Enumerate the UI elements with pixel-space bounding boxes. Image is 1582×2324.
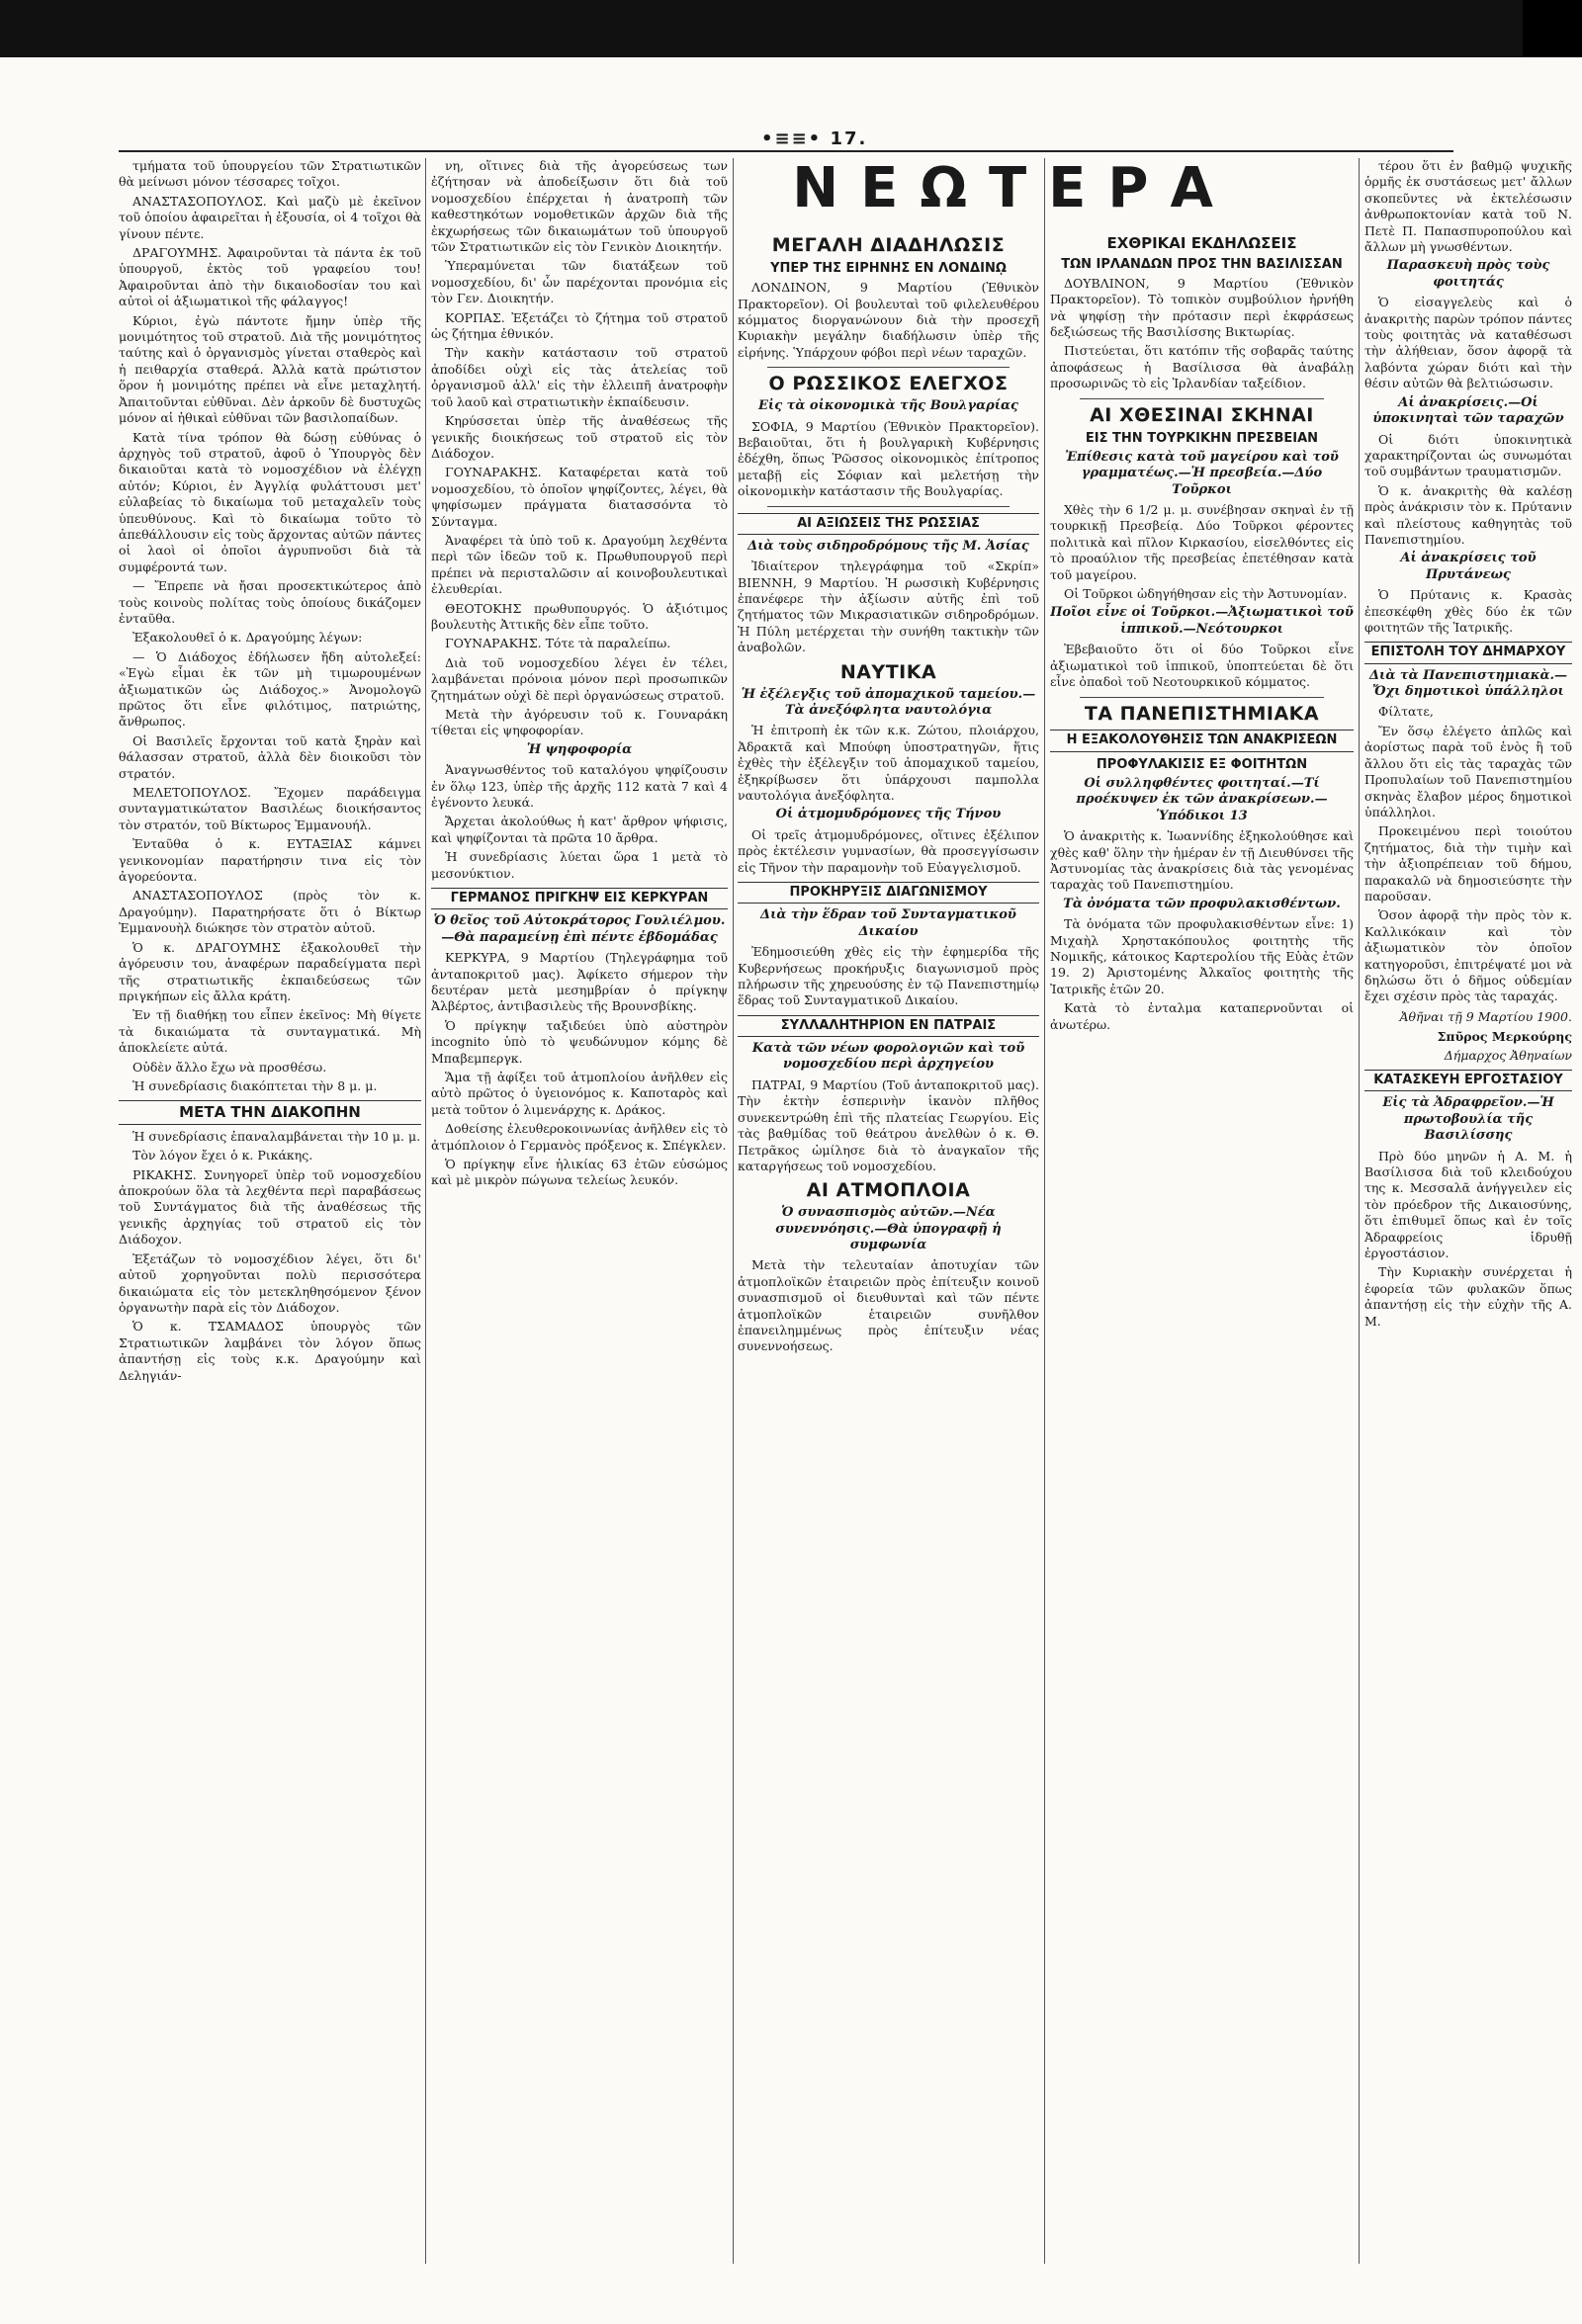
divider (1080, 697, 1324, 698)
letter-signature: Σπῦρος Μερκούρης (1437, 1029, 1572, 1045)
paragraph: Ἐνταῦθα ὁ κ. ΕΥΤΑΞΙΑΣ κάμνει γενικονομίαν παρατήρησιν τινα εἰς τὸν ἀγορεύοντα. (119, 836, 421, 885)
subheading: Ἡ ψηφοφορία (526, 741, 633, 757)
paragraph: ΠΑΤΡΑΙ, 9 Μαρτίου (Τοῦ ἀνταποκριτοῦ μας). Τὴν ἐκτὴν ἑσπερινὴν ἱκανὸν πλῆθος συνεκεντρώθη ἐπὶ τῆς πλατείας Γεωργίου. Εἰς τὰς βαθμίδας τοῦ θεάτρου ἀνελθὼν ὁ κ. Θ. Πετρᾶκος ὡμίλησε διὰ τὸ ἀναγκαῖον τῆς καταργήσεως τοῦ νομοσχεδίου. (738, 1076, 1039, 1173)
column-divider (1044, 158, 1045, 2264)
column-divider (1359, 158, 1360, 2264)
subheading: Διὰ τοὺς σιδηροδρόμους τῆς Μ. Ἀσίας (747, 538, 1029, 554)
paragraph: Κατὰ τὸ ἐνταλμα καταπερνοῦνται οἱ ἀνωτέρω. (1050, 1000, 1354, 1032)
section-heading: ΤΑ ΠΑΝΕΠΙΣΤΗΜΙΑΚΑ (1084, 702, 1320, 725)
subheading: Αἱ ἀνακρίσεις.—Οἱ ὑποκινηταὶ τῶν ταραχῶν (1372, 394, 1564, 427)
subheading: Διὰ τὰ Πανεπιστημιακὰ.—Ὄχι δημοτικοὶ ὑπάλληλοι (1368, 667, 1568, 700)
section-heading: ΤΩΝ ΙΡΛΑΝΔΩΝ ΠΡΟΣ ΤΗΝ ΒΑΣΙΛΙΣΣΑΝ (1061, 256, 1343, 272)
divider (767, 506, 1010, 507)
paragraph: Τὴν κακὴν κατάστασιν τοῦ στρατοῦ ἀποδίδει οὐχὶ εἰς τὰς ἀτελείας τοῦ ὀργανισμοῦ ἀλλ' εἰς τὴν ἐλλειπῆ ἀνατροφὴν τοῦ λαοῦ καὶ στρατιωτικὴν ἐκπαίδευσιν. (431, 345, 728, 409)
paragraph: Ἀναφέρει τὰ ὑπὸ τοῦ κ. Δραγούμη λεχθέντα περὶ τῶν ἰδεῶν τοῦ κ. Πρωθυπουργοῦ περὶ πρέπει νὰ περισταλῶσιν αἱ κοινοβουλευτικαὶ ἐλευθερίαι. (431, 532, 728, 597)
paragraph: ΔΡΑΓΟΥΜΗΣ. Ἀφαιροῦνται τὰ πάντα ἐκ τοῦ ὑπουργοῦ, ἐκτὸς τοῦ γραφείου του! Ἀφαιροῦνται ἀπὸ τὴν δικαιοδοσίαν του καὶ αὐτοὶ οἱ ἀξιωματικοὶ τῆς φάλαγγος! (119, 245, 421, 309)
paragraph: νη, οἵτινες διὰ τῆς ἀγορεύσεως των ἐζήτησαν νὰ ἀποδείξωσιν ὅτι διὰ τοῦ νομοσχεδίου ἐπέρχεται ἡ ἀνατροπὴ τῶν καθεστηκότων νομοθετικῶν ἀρχῶν διὰ τῆς ἐκχωρήσεως τῶν δικαιωμάτων τοῦ ὑπουργοῦ τῶν Στρατιωτικῶν εἰς τὸν Γενικὸν Διοικητήν. (431, 158, 728, 255)
section-heading: ΣΥΛΛΑΛΗΤΗΡΙΟΝ ΕΝ ΠΑΤΡΑΙΣ (738, 1015, 1039, 1037)
paragraph: Κηρύσσεται ὑπὲρ τῆς ἀναθέσεως τῆς γενικῆς διοικήσεως τοῦ στρατοῦ εἰς τὸν Διάδοχον. (431, 413, 728, 461)
letter-date: Ἀθῆναι τῇ 9 Μαρτίου 1900. (1399, 1008, 1572, 1024)
paragraph: ΑΝΑΣΤΑΣΟΠΟΥΛΟΣ (πρὸς τὸν κ. Δραγούμην). Παρατηρήσατε ὅτι ὁ Βίκτωρ Ἐμμανουὴλ διώκησε τὸν στρατὸν αὐτοῦ. (119, 888, 421, 936)
section-heading: ΥΠΕΡ ΤΗΣ ΕΙΡΗΝΗΣ ΕΝ ΛΟΝΔΙΝῼ (770, 260, 1007, 276)
paragraph: τμήματα τοῦ ὑπουργείου τῶν Στρατιωτικῶν θὰ μείνωσι μόνον τέσσαρες τοῖχοι. (119, 158, 421, 190)
subheading: Διὰ τὴν ἕδραν τοῦ Συνταγματικοῦ Δικαίου (760, 907, 1016, 939)
paragraph: Ὁ κ. ΤΣΑΜΑΔΟΣ ὑπουργὸς τῶν Στρατιωτικῶν λαμβάνει τὸν λόγον ὅπως ἀπαντήσῃ εἰς τοὺς κ.κ. Δραγούμην καὶ Δεληγιάν- (119, 1319, 421, 1383)
paragraph: Ἰδιαίτερον τηλεγράφημα τοῦ «Σκρίπ» ΒΙΕΝΝΗ, 9 Μαρτίου. Ἡ ρωσσικὴ Κυβέρνησις ἐπανέφερε τὴν ἀξίωσιν αὐτῆς ἐπὶ τοῦ ζητήματος τῶν Μικρασιατικῶν σιδηροδρόμων. Ἡ Πύλη μετέρχεται τὴν συνήθη τακτικὴν τῶν ἀναβολῶν. (738, 559, 1039, 655)
paragraph: Χθὲς τὴν 6 1/2 μ. μ. συνέβησαν σκηναὶ ἐν τῇ τουρκικῇ Πρεσβείᾳ. Δύο Τοῦρκοι φέροντες πολιτικὰ καὶ πῖλον Κιρκασίου, εἰσελθόντες εἰς τὸ προαύλιον τῆς πρεσβείας ἐπετέθησαν κατὰ τοῦ μαγείρου. (1050, 502, 1354, 582)
paragraph: ΛΟΝΔΙΝΟΝ, 9 Μαρτίου (Ἐθνικὸν Πρακτορεῖον). Οἱ βουλευταὶ τοῦ φιλελευθέρου κόμματος διοργανώνουν διὰ τὴν προσεχῆ Κυριακὴν μεγάλην διαδήλωσιν ὑπὲρ τῆς εἰρήνης. Ὑπάρχουν φόβοι περὶ νέων ταραχῶν. (738, 280, 1039, 360)
section-heading: ΜΕΤΑ ΤΗΝ ΔΙΑΚΟΠΗΝ (119, 1100, 421, 1125)
paragraph: Οἱ διότι ὑποκινητικὰ χαρακτηρίζονται ὡς συνωμόται τοῦ συμβάντων τραυματισμῶν. (1364, 431, 1572, 479)
paragraph: Ὁ Πρύτανις κ. Κρασὰς ἐπεσκέφθη χθὲς δύο ἐκ τῶν φοιτητῶν τῆς Ἰατρικῆς. (1364, 587, 1572, 635)
subheading: Τὰ ὀνόματα τῶν προφυλακισθέντων. (1063, 896, 1341, 911)
subheading: Κατὰ τῶν νέων φορολογιῶν καὶ τοῦ νομοσχεδίου περὶ ἀρχηγείου (751, 1041, 1025, 1073)
paragraph: Ἐν τῇ διαθήκῃ του εἶπεν ἐκεῖνος: Μὴ θίγετε τὰ δικαιώματα τὰ συνταγματικά. Μὴ ἀποκλείετε αὐτά. (119, 1007, 421, 1056)
section-heading: ΜΕΓΑΛΗ ΔΙΑΔΗΛΩΣΙΣ (771, 234, 1006, 256)
masthead-title: ΝΕΩΤΕΡΑ (792, 156, 1235, 220)
subheading: Παρασκευὴ πρὸς τοὺς φοιτητάς (1386, 258, 1550, 290)
paragraph: ΔΟΥΒΛΙΝΟΝ, 9 Μαρτίου (Ἐθνικὸν Πρακτορεῖον). Τὸ τοπικὸν συμβούλιον ἠρνήθη νὰ ψηφίσῃ τὴν πρότασιν περὶ ἐκφράσεως δεξιώσεως τῆς Βασιλίσσης Βικτωρίας. (1050, 275, 1354, 340)
paragraph: Τὰ ὀνόματα τῶν προφυλακισθέντων εἶνε: 1) Μιχαὴλ Χρηστακόπουλος φοιτητὴς τῆς Νομικῆς, κάτοικος Καρτερολίου τῆς Εὐὰς ἐτῶν 19. 2) Ἀριστομένης Ἀλκαῖος φοιτητὴς τῆς Ἰατρικῆς ἐτῶν 20. (1050, 916, 1354, 996)
subheading: Ἡ ἐξέλεγξις τοῦ ἀπομαχικοῦ ταμείου.—Τὰ ἀνεξόφλητα ναυτολόγια (741, 686, 1036, 718)
paragraph: Ὑπεραμύνεται τῶν διατάξεων τοῦ νομοσχεδίου, δι' ὧν παρέχονται προνόμια εἰς τὸν Γεν. Διοικητήν. (431, 258, 728, 306)
subheading: Ὁ συνασπισμὸς αὐτῶν.—Νέα συνεννόησις.—Θὰ ὑπογραφῇ ἡ συμφωνία (775, 1205, 1002, 1253)
paragraph: Ἅμα τῇ ἀφίξει τοῦ ἀτμοπλοίου ἀνῆλθεν εἰς αὐτὸ πρῶτος ὁ ὑγειονόμος κ. Καποταρὸς καὶ μετὰ τοῦτον ὁ λιμενάρχης κ. Δράκος. (431, 1070, 728, 1117)
letter-signature-title: Δήμαρχος Ἀθηναίων (1444, 1047, 1572, 1063)
subheading: Οἱ ἀτμομυδρόμονες τῆς Τήνου (775, 807, 1002, 822)
paragraph: Ἡ συνεδρίασις λύεται ὥρα 1 μετὰ τὸ μεσονύκτιον. (431, 849, 728, 881)
page-folio: •≡≡• 17. (761, 129, 868, 149)
section-heading: ΑΙ ΑΞΙΩΣΕΙΣ ΤΗΣ ΡΩΣΣΙΑΣ (738, 513, 1039, 535)
paragraph: Ὁ εἰσαγγελεὺς καὶ ὁ ἀνακριτὴς παρὼν τρόπον πάντες τοὺς φοιτητὰς νὰ καταθέσωσι τὴν ἀλήθειαν, ὅσον ἀφορᾷ τὰ λαβόντα χώραν διότι καὶ τὴν θέσιν αὐτῶν θὰ βελτιώσωσιν. (1364, 295, 1572, 391)
section-heading: ΠΡΟΦΥΛΑΚΙΣΙΣ ΕΞ ΦΟΙΤΗΤΩΝ (1096, 756, 1308, 772)
column-1 (119, 158, 421, 2264)
paragraph: ΚΟΡΠΑΣ. Ἐξετάζει τὸ ζήτημα τοῦ στρατοῦ ὡς ζήτημα ἐθνικόν. (431, 309, 728, 342)
section-heading: ΕΠΙΣΤΟΛΗ ΤΟΥ ΔΗΜΑΡΧΟΥ (1364, 642, 1572, 663)
section-heading: ΝΑΥΤΙΚΑ (839, 660, 937, 683)
paragraph: Ἡ ἐπιτροπὴ ἐκ τῶν κ.κ. Ζώτου, πλοιάρχου, Ἀδρακτᾶ καὶ Μπούφη ὑποστρατηγῶν, ἥτις ἐχθὲς τὴν ἐξέλεγξιν τοῦ ἀπομαχικοῦ ταμείου, ἐξηκρίβωσεν ὅτι ὑπάρχουσι παμπολλα ναυτολόγια ἀνεξόφλητα. (738, 723, 1039, 804)
paragraph: ΓΟΥΝΑΡΑΚΗΣ. Καταφέρεται κατὰ τοῦ νομοσχεδίου, τὸ ὁποῖον ψηφίζοντες, λέγει, θὰ ψηφίσωμεν πράγματα διατασσόντα τὸ Σύνταγμα. (431, 465, 728, 529)
paragraph: Δοθείσης ἐλευθεροκοινωνίας ἀνῆλθεν εἰς τὸ ἀτμόπλοιον ὁ Γερμανὸς πρόξενος κ. Σπέγκλεν. (431, 1121, 728, 1153)
paragraph: Πρὸ δύο μηνῶν ἡ Α. Μ. ἡ Βασίλισσα διὰ τοῦ κλειδούχου της κ. Μεσσαλᾶ ἀνήγγειλεν εἰς τὸν πρόεδρον τῆς Δικαιοσύνης, ὅτι ἐπιθυμεῖ ὅπως καὶ ἐν τοῖς Ἀδραφρείοις ἱδρυθῇ ἐργοστάσιον. (1364, 1148, 1572, 1260)
paragraph: ΡΙΚΑΚΗΣ. Συνηγορεῖ ὑπὲρ τοῦ νομοσχεδίου ἀποκρούων ὅλα τὰ λεχθέντα περὶ παραβάσεως τοῦ Συντάγματος διὰ τῆς ἀναθέσεως τῆς γενικῆς ἀρχηγίας τοῦ στρατοῦ εἰς τὸν Διάδοχον. (119, 1166, 421, 1248)
subheading: Αἱ ἀνακρίσεις τοῦ Πρυτάνεως (1400, 551, 1537, 582)
paragraph: Προκειμένου περὶ τοιούτου ζητήματος, διὰ τὴν τιμὴν καὶ τὴν ἀξιοπρέπειαν τοῦ δήμου, παρακαλῶ νὰ δημοσιεύσητε τὴν παροῦσαν. (1364, 823, 1572, 904)
paragraph: Οὐδὲν ἄλλο ἔχω νὰ προσθέσω. (132, 1059, 327, 1075)
paragraph: ΑΝΑΣΤΑΣΟΠΟΥΛΟΣ. Καὶ μαζὺ μὲ ἐκεῖνον τοῦ ὁποίου ἀφαιρεῖται ἡ ἐξουσία, οἱ 4 τοῖχοι θὰ γίνουν πέντε. (119, 193, 421, 241)
section-heading: ΑΙ ΧΘΕΣΙΝΑΙ ΣΚΗΝΑΙ (1090, 403, 1314, 426)
column-divider (425, 158, 426, 2264)
paragraph: Οἱ Τοῦρκοι ὡδηγήθησαν εἰς τὴν Ἀστυνομίαν. (1064, 586, 1348, 602)
paragraph: Ὁ ἀνακριτὴς κ. Ἰωαννίδης ἐξηκολούθησε καὶ χθὲς καθ' ὅλην τὴν ἡμέραν ἐν τῇ Διευθύνσει τῆς Ἀστυνομίας τὰς ἀνακρίσεις διὰ τὰς γενομένας ταραχὰς τοῦ Πανεπιστημίου. (1050, 828, 1354, 893)
paragraph: Οἱ τρεῖς ἀτμομυδρόμονες, οἵτινες ἐξέλιπον πρὸς ἐκτέλεσιν γυμνασίων, θὰ προσεγγίσωσιν εἰς Τῆνον τὴν παραμονὴν τοῦ Εὐαγγελισμοῦ. (738, 826, 1039, 875)
column-3 (738, 229, 1039, 2264)
subheading: Εἰς τὰ Ἀδραφρεῖον.—Ἡ πρωτοβουλία τῆς Βασιλίσσης (1382, 1095, 1554, 1144)
paragraph: Μετὰ τὴν τελευταίαν ἀποτυχίαν τῶν ἀτμοπλοϊκῶν ἑταιρειῶν πρὸς ἐπίτευξιν κοινοῦ συνασπισμοῦ οἱ διευθυνταὶ καὶ τῶν πέντε ἀτμοπλοϊκῶν ἑταιρειῶν συνῆλθον ἐπανειλημμένως πρὸς ἐπίτευξιν νέας συνεννοήσεως. (738, 1257, 1039, 1354)
column-5 (1364, 158, 1572, 2264)
paragraph: ΓΟΥΝΑΡΑΚΗΣ. Τότε τὰ παραλείπω. (445, 636, 671, 651)
paragraph: Μετὰ τὴν ἀγόρευσιν τοῦ κ. Γουναράκη τίθεται εἰς ψηφοφορίαν. (431, 707, 728, 738)
paragraph: Ἔν ὅσῳ ἐλέγετο ἁπλῶς καὶ ἀορίστως παρὰ τοῦ ἑνὸς ἢ τοῦ ἄλλου ὅτι εἰς τὰς ταραχὰς τῶν Προπυλαίων τοῦ Πανεπιστημίου σκηνὰς ἔλαβον μέρος δημοτικοὶ ὑπάλληλοι. (1364, 723, 1572, 819)
paragraph: ΣΟΦΙΑ, 9 Μαρτίου (Ἐθνικὸν Πρακτορεῖον). Βεβαιοῦται, ὅτι ἡ βουλγαρικὴ Κυβέρνησις ἐδέχθη, ὅπως Ῥῶσσος οἰκονομικὸς ἐπίτροπος μεταβῇ εἰς Σόφιαν καὶ μελετήσῃ τὴν οἰκονομικὴν κατάστασιν τῆς Βουλγαρίας. (738, 418, 1039, 499)
section-heading: ΕΙΣ ΤΗΝ ΤΟΥΡΚΙΚΗΝ ΠΡΕΣΒΕΙΑΝ (1085, 430, 1319, 446)
section-heading: ΚΑΤΑΣΚΕΥΗ ΕΡΓΟΣΤΑΣΙΟΥ (1364, 1070, 1572, 1091)
paragraph: ΘΕΟΤΟΚΗΣ πρωθυπουργός. Ὁ ἀξιότιμος βουλευτὴς Ἀττικῆς δὲν εἶπε τοῦτο. (431, 600, 728, 632)
subheading: Εἰς τὰ οἰκονομικὰ τῆς Βουλγαρίας (758, 398, 1018, 414)
paragraph: Ἐξακολουθεῖ ὁ κ. Δραγούμης λέγων: (132, 630, 363, 646)
subheading: Ἐπίθεσις κατὰ τοῦ μαγείρου καὶ τοῦ γραμματέως.—Ἡ πρεσβεία.—Δύο Τοῦρκοι (1065, 449, 1339, 497)
paragraph: Ὁ κ. ΔΡΑΓΟΥΜΗΣ ἐξακολουθεῖ τὴν ἀγόρευσιν του, ἀναφέρων παραδείγματα περὶ τῆς στρατιωτικῆς ἐκπαιδεύσεως τῶν πριγκήπων εἰς ἄλλα κράτη. (119, 939, 421, 1003)
section-heading: Η ΕΞΑΚΟΛΟΥΘΗΣΙΣ ΤΩΝ ΑΝΑΚΡΙΣΕΩΝ (1050, 730, 1354, 751)
column-4 (1050, 229, 1354, 2264)
top-dark-band (0, 0, 1582, 57)
paragraph: ΜΕΛΕΤΟΠΟΥΛΟΣ. Ἔχομεν παράδειγμα συνταγματικώτατον Βασιλέως διοικήσαντος τὸν στρατόν, τοῦ Βίκτωρος Ἐμμανουήλ. (119, 785, 421, 832)
paragraph: Ἄρχεται ἀκολούθως ἡ κατ' ἄρθρον ψήφισις, καὶ ψηφίζονται τὰ πρῶτα 10 ἄρθρα. (431, 814, 728, 845)
section-heading: Ο ΡΩΣΣΙΚΟΣ ΕΛΕΓΧΟΣ (768, 373, 1009, 395)
paragraph: Ὁ κ. ἀνακριτὴς θὰ καλέσῃ πρὸς ἀνάκρισιν τὸν κ. Πρύτανιν καὶ πλείστους καθηγητὰς τοῦ Πανεπιστημίου. (1364, 482, 1572, 547)
paragraph: Ἐξετάζων τὸ νομοσχέδιον λέγει, ὅτι δι' αὐτοῦ χορηγοῦνται πολὺ περισσότερα δικαιώματα εἰς τὸν μετεκληθησόμενον ξένον ὀργανωτὴν παρὰ εἰς τὸν Διάδοχον. (119, 1250, 421, 1315)
paragraph: Ἀναγνωσθέντος τοῦ καταλόγου ψηφίζουσιν ἐν ὅλῳ 123, ὑπὲρ τῆς ἀρχῆς 112 κατὰ 7 καὶ 4 ἐγένοντο λευκά. (431, 762, 728, 811)
divider (1080, 398, 1324, 399)
subheading: Ποῖοι εἶνε οἱ Τοῦρκοι.—Ἀξιωματικοὶ τοῦ ἱππικοῦ.—Νεότουρκοι (1050, 605, 1354, 637)
paragraph: τέρου ὅτι ἐν βαθμῷ ψυχικῆς ὁρμῆς ἐκ συστάσεως μετ' ἄλλων σκοπεῦντες νὰ ἐκτελέσωσιν ἀνθρωποκτονίαν κατὰ τοῦ Ν. Πετὲ Π. Παπασπυροπούλου καὶ ἄλλων μὴ γνωσθέντων. (1364, 158, 1572, 255)
paragraph: Διὰ τοῦ νομοσχεδίου λέγει ἐν τέλει, λαμβάνεται πρόνοια μόνον περὶ προσωπικῶν ζητημάτων οὐχὶ δὲ περὶ ὀργανώσεως στρατοῦ. (431, 654, 728, 703)
paragraph: — Ὁ Διάδοχος ἐδήλωσεν ἤδη αὐτολεξεί: «Ἐγὼ εἶμαι ἐκ τῶν μὴ τιμωρουμένων ἀξιωματικῶν ὡς Διάδοχος.» Ἀνομολογῶ πρῶτος ὅτι εἶνε φιλότιμος, πατριώτης, ἄνθρωπος. (119, 648, 421, 730)
paragraph: Ὁ πρίγκηψ εἶνε ἡλικίας 63 ἐτῶν εὐσώμος καὶ μὲ μικρὸν πώγωνα τελείως λευκόν. (431, 1157, 728, 1188)
paragraph: ΚΕΡΚΥΡΑ, 9 Μαρτίου (Τηλεγράφημα τοῦ ἀνταποκριτοῦ μας). Ἀφίκετο σήμερον τὴν δευτέραν μετὰ μεσημβρίαν ὁ πρίγκηψ Ἀλβέρτος, ἀντιβασιλεὺς τῆς Βρουνσβίκης. (431, 950, 728, 1014)
paragraph: Πιστεύεται, ὅτι κατόπιν τῆς σοβαρᾶς ταύτης ἀποφάσεως ἡ Βασίλισσα θὰ ἀναβάλῃ προσωρινῶς τὸ εἰς Ἰρλανδίαν ταξείδιον. (1050, 343, 1354, 391)
section-heading: ΠΡΟΚΗΡΥΞΙΣ ΔΙΑΓΩΝΙΣΜΟΥ (738, 882, 1039, 904)
paragraph: — Ἔπρεπε νὰ ἤσαι προσεκτικώτερος ἀπὸ τοὺς κοινοὺς πολίτας τοὺς ὁποίους δικάζομεν ἐνταῦθα. (119, 578, 421, 626)
section-heading: ΑΙ ΑΤΜΟΠΛΟΙΑ (806, 1179, 971, 1202)
top-rule (119, 150, 1453, 152)
subheading: Ὁ θεῖος τοῦ Αὐτοκράτορος Γουλιέλμου.—Θὰ παραμείνῃ ἐπὶ πέντε ἑβδομάδας (433, 913, 726, 945)
paragraph: Ὁ πρίγκηψ ταξιδεύει ὑπὸ αὐστηρὸν incognito ὑπὸ τὸ ψευδώνυμον κόμης δὲ Μπαβεμπεργκ. (431, 1017, 728, 1066)
section-heading: ΕΧΘΡΙΚΑΙ ΕΚΔΗΛΩΣΕΙΣ (1106, 234, 1297, 252)
paragraph: Κύριοι, ἐγὼ πάντοτε ἤμην ὑπὲρ τῆς μονιμότητος τοῦ στρατοῦ. Διὰ τῆς μονιμότητος ταύτης καὶ ὁ ὀργανισμὸς γίνεται σταθερὸς καὶ ἡ πειθαρχία σταθερά. Ἀλλὰ κατὰ πρώτιστον ὅρον ἡ μονιμότης πρέπει νὰ εἶνε μεταχλητή. Ἀπαιτοῦνται εὐθῦναι. Δὲν ἀρκοῦν δὲ δυστυχῶς μόνον αἱ ἠθικαὶ εὐθῦναι τῶν βασιλοπαίδων. (119, 312, 421, 426)
subheading: Οἱ συλληφθέντες φοιτηταί.—Τί προέκυψεν ἐκ τῶν ἀνακρίσεων.—Ὑπόδικοι 13 (1076, 776, 1328, 823)
paragraph: Φίλτατε, (1378, 704, 1434, 720)
divider (767, 367, 1010, 368)
paragraph: Ἐβεβαιοῦτο ὅτι οἱ δύο Τοῦρκοι εἶνε ἀξιωματικοὶ τοῦ ἱππικοῦ, ὑποπτεύεται δὲ ὅτι εἶνε ὀπαδοὶ τοῦ Νεοτουρκικοῦ κόμματος. (1050, 642, 1354, 690)
paragraph: Ὁσον ἀφορᾷ τὴν πρὸς τὸν κ. Καλλικόκαιν καὶ τὸν ἀξιωματικὸν τὸν ὁποῖον κατηγοροῦσι, ἐπιτρέψατέ μοι νὰ δηλώσω ὅτι ὁ δῆμος οὐδεμίαν ἔχει σχέσιν πρὸς τὰς ταραχάς. (1364, 907, 1572, 1004)
paragraph: Τὸν λόγον ἔχει ὁ κ. Ρικάκης. (132, 1148, 313, 1163)
paragraph: Οἱ Βασιλεῖς ἔρχονται τοῦ κατὰ ξηρὰν καὶ θάλασσαν στρατοῦ, ἀλλὰ δὲν διοικοῦσι τὸν στρατόν. (119, 732, 421, 781)
paragraph: Ἡ συνεδρίασις ἐπαναλαμβάνεται τὴν 10 μ. μ. (132, 1128, 421, 1144)
paragraph: Κατὰ τίνα τρόπον θὰ δώσῃ εὐθύνας ὁ ἀρχηγὸς τοῦ στρατοῦ, ἀφοῦ ὁ Ὑπουργὸς δὲν δικαιοῦται κατὰ τὸ νομοσχέδιον νὰ ἐλέγχῃ αὐτόν; Κύριοι, ἐν Ἀγγλίᾳ φυλάττουσι μετ' εὐλαβείας τὸ δικαίωμα τοῦ μεταχαλεῖν τοὺς ὑπευθύνους. Καὶ τὸ δικαίωμα τοῦτο τὸ ἀπεθάλλουσιν εἰς τοὺς ἄρχοντας αὐτῶν πάντες οἱ λαοὶ οἱ ὁποῖοι ἀγρυπνοῦσι διὰ τὰ συμφέροντά των. (119, 429, 421, 574)
column-divider (733, 158, 734, 2264)
paragraph: Ἐδημοσιεύθη χθὲς εἰς τὴν ἐφημερίδα τῆς Κυβερνήσεως προκήρυξις διαγωνισμοῦ πρὸς πλήρωσιν τῆς χηρευούσης ἐν τῷ Πανεπιστημίῳ ἕδρας τοῦ Συνταγματικοῦ Δικαίου. (738, 944, 1039, 1008)
section-heading: ΓΕΡΜΑΝΟΣ ΠΡΙΓΚΗΨ ΕΙΣ ΚΕΡΚΥΡΑΝ (431, 888, 728, 909)
column-2 (431, 158, 728, 2264)
paragraph: Τὴν Κυριακὴν συνέρχεται ἡ ἐφορεία τῶν φυλακῶν ὅπως ἀπαντήσῃ εἰς τὴν εὐχὴν τῆς Α. Μ. (1364, 1264, 1572, 1329)
paragraph: Ἡ συνεδρίασις διακόπτεται τὴν 8 μ. μ. (132, 1077, 378, 1093)
